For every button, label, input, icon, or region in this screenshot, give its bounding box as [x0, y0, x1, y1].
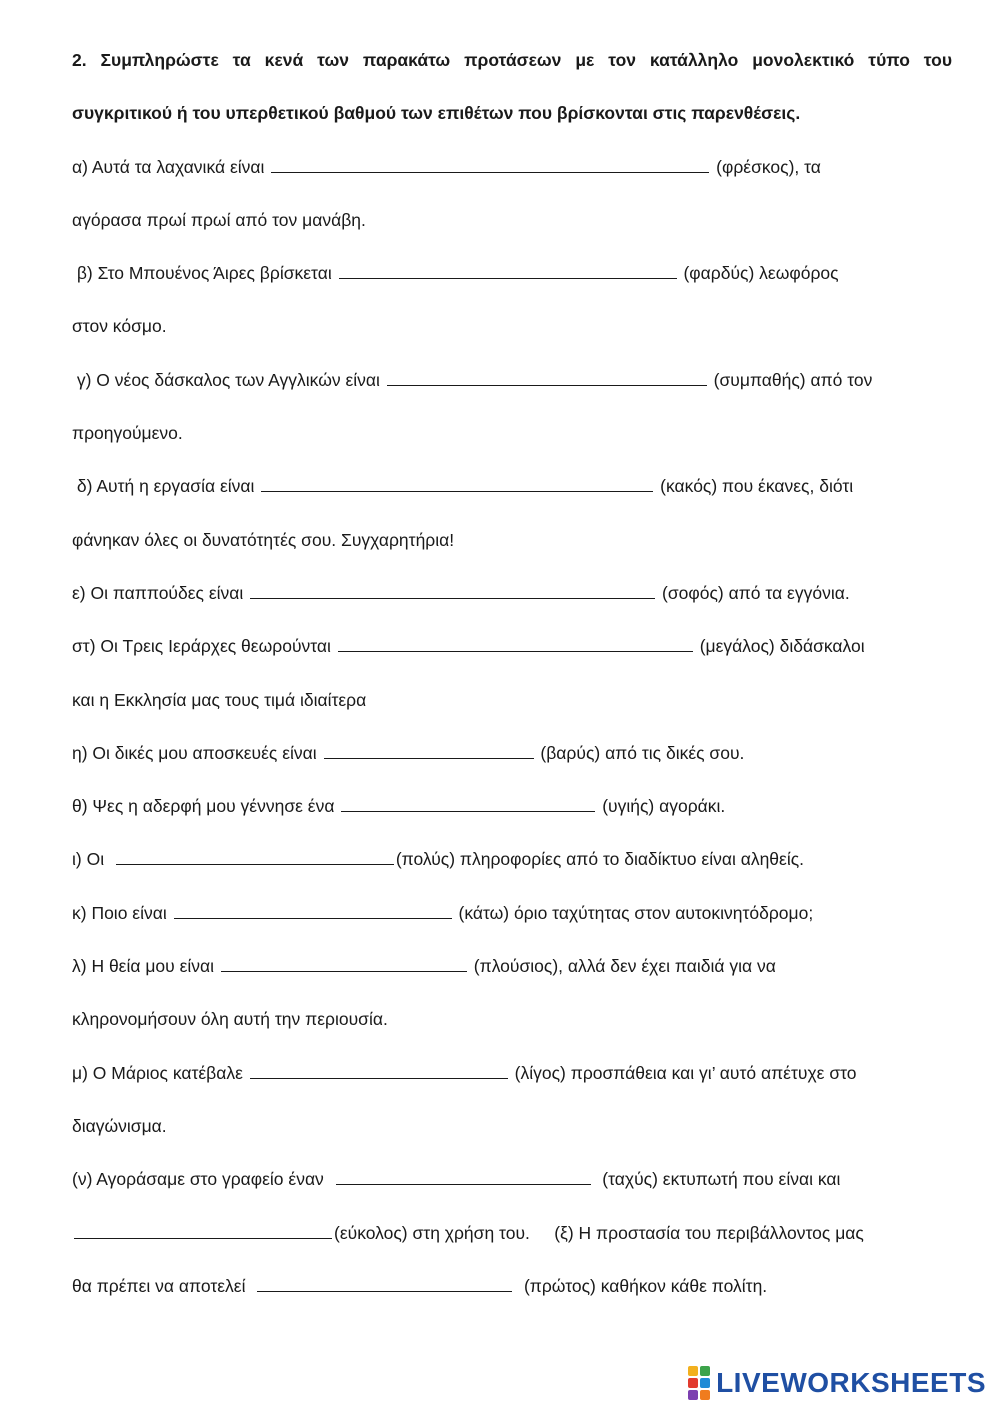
- blank-n-1[interactable]: [336, 1166, 591, 1185]
- logo-cube: [688, 1366, 698, 1376]
- item-e: ε) Οι παππούδες είναι (σοφός) από τα εγγόνια.: [72, 567, 952, 620]
- item-d: δ) Αυτή η εργασία είναι (κακός) που έκανες, διότι: [72, 460, 952, 513]
- item-c-cont: προηγούμενο.: [72, 423, 183, 444]
- blank-a[interactable]: [271, 153, 709, 172]
- blank-h[interactable]: [324, 739, 534, 758]
- logo-cube: [700, 1366, 710, 1376]
- blank-st[interactable]: [338, 633, 693, 652]
- item-k: κ) Ποιο είναι (κάτω) όριο ταχύτητας στον αυτοκινητόδρομο;: [72, 887, 952, 940]
- item-n-x: (εύκολος) στη χρήση του. (ξ) Η προστασία του περιβάλλοντος μας: [72, 1207, 952, 1260]
- blank-l[interactable]: [221, 953, 467, 972]
- blank-th[interactable]: [341, 793, 595, 812]
- item-th: θ) Ψες η αδερφή μου γέννησε ένα (υγιής) αγοράκι.: [72, 780, 952, 833]
- item-st: στ) Οι Τρεις Ιεράρχες θεωρούνται (μεγάλος) διδάσκαλοι: [72, 620, 952, 673]
- item-h: η) Οι δικές μου αποσκευές είναι (βαρύς) από τις δικές σου.: [72, 727, 952, 780]
- item-i: ι) Οι (πολύς) πληροφορίες από το διαδίκτυο είναι αληθείς.: [72, 833, 952, 886]
- item-a-cont: αγόρασα πρωί πρωί από τον μανάβη.: [72, 209, 366, 230]
- blank-x[interactable]: [257, 1272, 512, 1291]
- item-m-cont: διαγώνισμα.: [72, 1115, 167, 1136]
- logo-cube: [700, 1378, 710, 1388]
- item-x: θα πρέπει να αποτελεί (πρώτος) καθήκον κάθε πολίτη.: [72, 1260, 952, 1313]
- blank-n-2[interactable]: [74, 1219, 332, 1238]
- item-m: μ) Ο Μάριος κατέβαλε (λίγος) προσπάθεια και γι’ αυτό απέτυχε στο: [72, 1047, 952, 1100]
- exercise-heading-line-2: συγκριτικού ή του υπερθετικού βαθμού των επιθέτων που βρίσκονται στις παρενθέσεις.: [72, 103, 801, 124]
- item-d-cont: φάνηκαν όλες οι δυνατότητές σου. Συγχαρητήρια!: [72, 529, 455, 550]
- item-st-cont: και η Εκκλησία μας τους τιμά ιδιαίτερα: [72, 689, 367, 710]
- item-b-cont: στον κόσμο.: [72, 316, 167, 337]
- blank-e[interactable]: [250, 580, 655, 599]
- liveworksheets-logo: [688, 1366, 986, 1400]
- exercise-heading-line-1: 2. Συμπληρώστε τα κενά των παρακάτω προτάσεων με τον κατάλληλο μονολεκτικό τύπο του: [72, 50, 952, 70]
- logo-cubes-icon: [688, 1366, 710, 1400]
- item-c: γ) Ο νέος δάσκαλος των Αγγλικών είναι (συμπαθής) από τον: [72, 354, 952, 407]
- item-l: λ) Η θεία μου είναι (πλούσιος), αλλά δεν έχει παιδιά για να: [72, 940, 952, 993]
- logo-cube: [688, 1378, 698, 1388]
- blank-b[interactable]: [339, 260, 677, 279]
- logo-cube: [688, 1390, 698, 1400]
- blank-m[interactable]: [250, 1059, 508, 1078]
- item-b: β) Στο Μπουένος Άιρες βρίσκεται (φαρδύς) λεωφόρος: [72, 247, 952, 300]
- item-n: (ν) Αγοράσαμε στο γραφείο έναν (ταχύς) εκτυπωτή που είναι και: [72, 1153, 952, 1206]
- logo-cube: [700, 1390, 710, 1400]
- item-a: α) Αυτά τα λαχανικά είναι (φρέσκος), τα: [72, 141, 952, 194]
- blank-i[interactable]: [116, 846, 394, 865]
- item-l-cont: κληρονομήσουν όλη αυτή την περιουσία.: [72, 1009, 388, 1030]
- blank-c[interactable]: [387, 366, 707, 385]
- logo-text: LIVEWORKSHEETS: [716, 1367, 986, 1398]
- worksheet: [72, 34, 952, 1313]
- blank-k[interactable]: [174, 899, 452, 918]
- blank-d[interactable]: [261, 473, 653, 492]
